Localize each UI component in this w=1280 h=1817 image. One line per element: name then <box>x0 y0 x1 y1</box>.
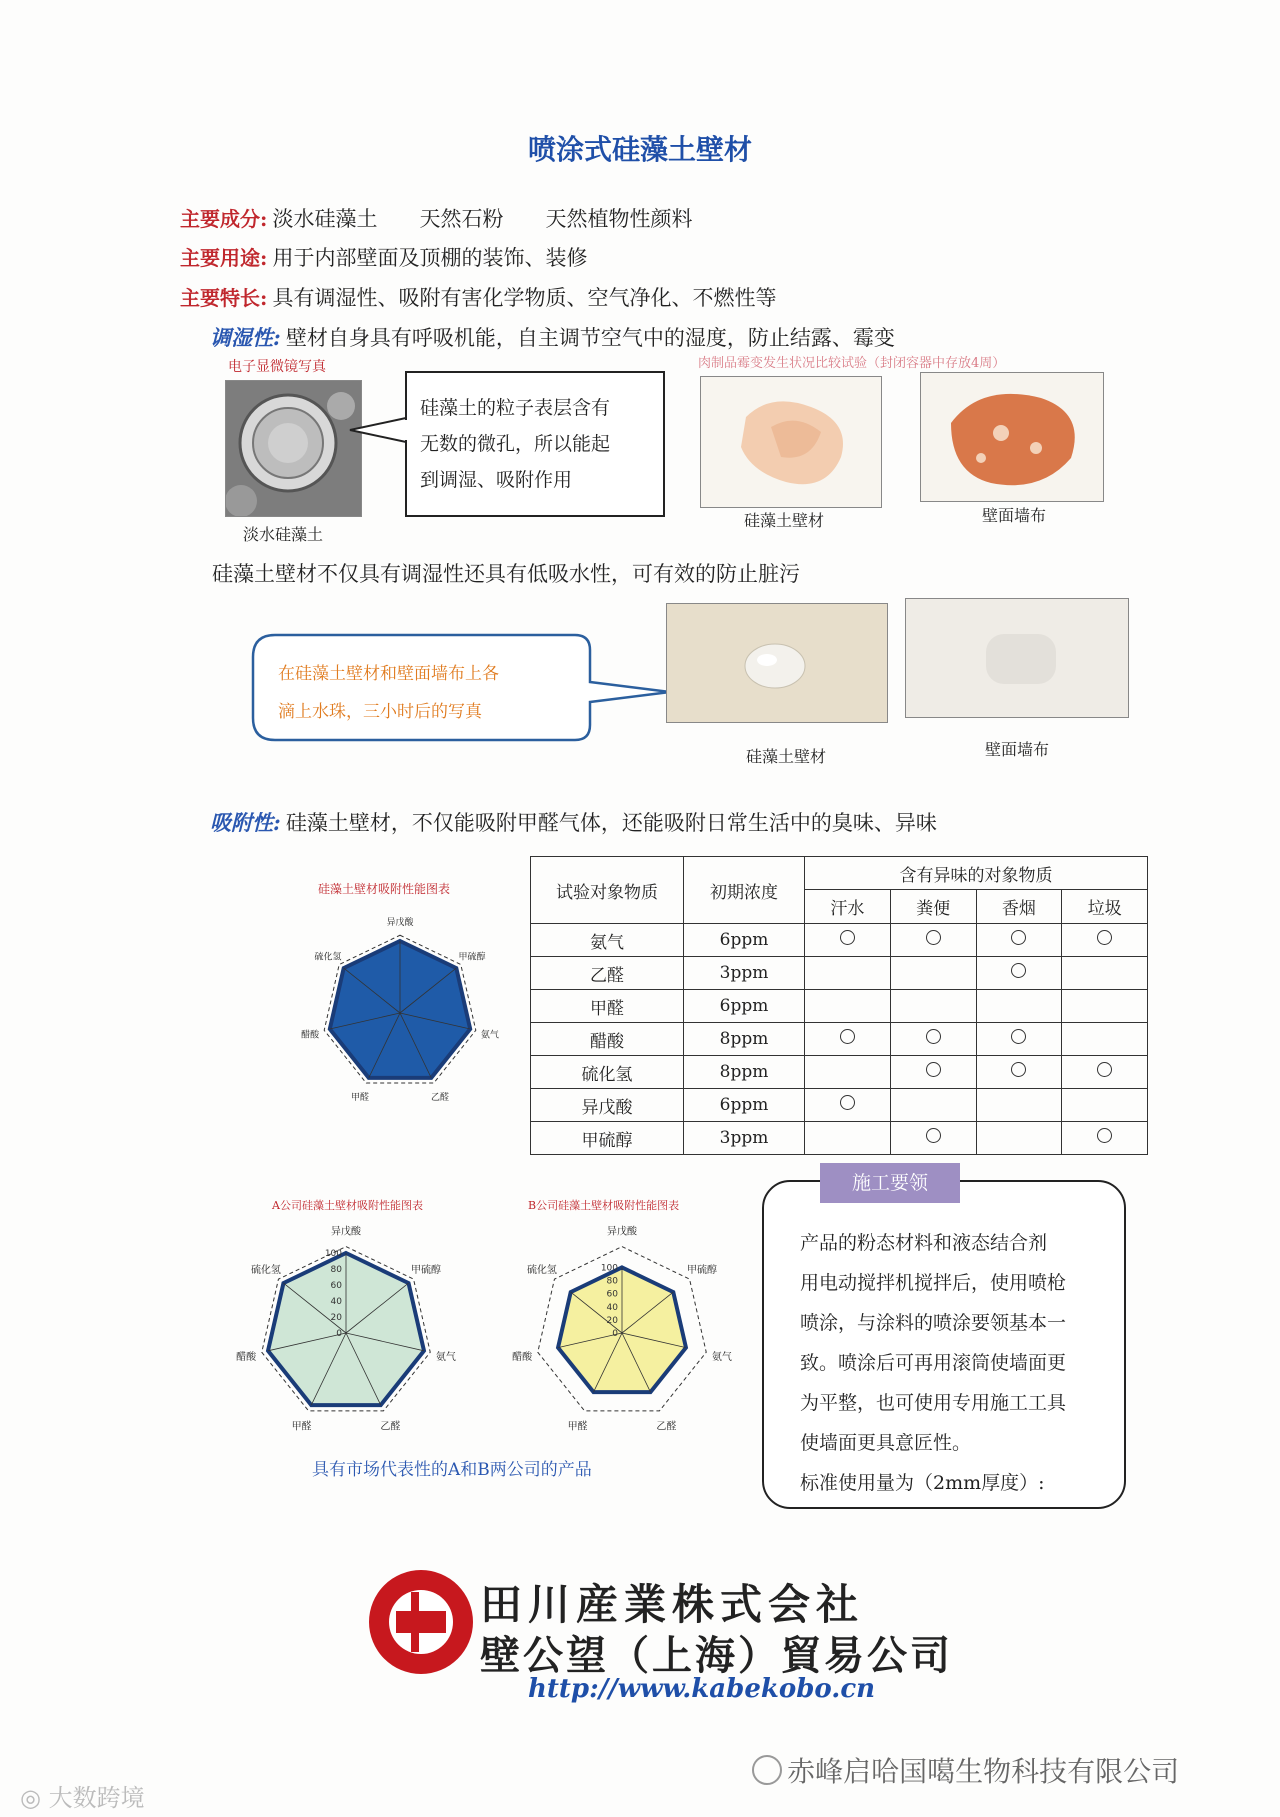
ab-caption: 具有市场代表性的A和B两公司的产品 <box>312 1460 592 1480</box>
cell-concentration: 3ppm <box>684 957 805 990</box>
header-substance: 试验对象物质 <box>531 857 684 924</box>
circle-mark-icon <box>840 1095 855 1110</box>
callout-2-text <box>278 655 499 731</box>
mold-photo-diatom <box>700 376 882 508</box>
radar-axis-label: 氨气 <box>480 1030 499 1041</box>
radar-axis-label: 硫化氢 <box>314 952 342 963</box>
moldy-meat-image <box>921 373 1103 501</box>
radar-tick-label: 80 <box>606 1276 618 1287</box>
water-caption-wallcloth: 壁面墙布 <box>985 740 1050 759</box>
cell-mark <box>805 1023 891 1056</box>
circle-mark-icon <box>1097 1128 1112 1143</box>
row-text: 淡水硅藻土 天然石粉 天然植物性颜料 <box>272 207 693 231</box>
construction-line: 使墙面更具意匠性。 <box>800 1432 972 1454</box>
circle-mark-icon <box>1011 1029 1026 1044</box>
water-drop-image <box>667 604 887 722</box>
cell-mark <box>890 1023 976 1056</box>
company-subsidiary: 壁公望（上海）貿易公司 <box>480 1632 953 1679</box>
callout-line: 到调湿、吸附作用 <box>420 469 573 491</box>
cell-mark <box>890 924 976 957</box>
radar-tick-label: 20 <box>330 1313 342 1323</box>
construction-line: 标准使用量为（2mm厚度）: <box>800 1472 1045 1494</box>
cell-substance: 乙醛 <box>531 957 684 990</box>
cell-mark <box>805 924 891 957</box>
circle-mark-icon <box>1011 930 1026 945</box>
water-resistance-line: 硅藻土壁材不仅具有调湿性还具有低吸水性，可有效的防止脏污 <box>212 562 800 586</box>
cell-mark <box>976 924 1062 957</box>
water-photo-diatom <box>666 603 888 723</box>
mold-test-title: 肉制品霉变发生状况比较试验（封闭容器中存放4周） <box>698 356 1006 371</box>
radar-axis-label: 异戊酸 <box>386 917 414 928</box>
radar-axis-label: 异戊酸 <box>331 1226 361 1238</box>
wechat-icon <box>752 1755 782 1785</box>
cell-mark <box>1062 957 1148 990</box>
cell-substance: 硫化氢 <box>531 1056 684 1089</box>
cell-mark <box>890 957 976 990</box>
row-ingredients <box>180 203 692 233</box>
circle-mark-icon <box>926 1128 941 1143</box>
cell-mark <box>805 957 891 990</box>
callout-line: 在硅藻土壁材和壁面墙布上各 <box>278 664 499 684</box>
cell-mark <box>890 1089 976 1122</box>
mold-caption-wallcloth: 壁面墙布 <box>982 506 1047 525</box>
logo-icon: ◎ <box>20 1784 41 1812</box>
row-features <box>180 282 776 312</box>
table-row <box>531 1023 1148 1056</box>
header-garbage: 垃圾 <box>1062 890 1148 924</box>
table-row <box>531 1056 1148 1089</box>
humidity-label: 调湿性: <box>210 325 281 350</box>
radar-b-title: B公司硅藻土壁材吸附性能图表 <box>528 1199 680 1212</box>
header-sweat: 汗水 <box>805 890 891 924</box>
radar-chart-b <box>500 1215 750 1445</box>
radar-tick-label: 60 <box>606 1289 618 1300</box>
humidity-line <box>210 322 895 352</box>
radar-tick-label: 100 <box>324 1249 342 1259</box>
circle-mark-icon <box>1097 930 1112 945</box>
microscope-label: 电子显微镜写真 <box>228 359 326 375</box>
adsorption-line <box>210 807 937 837</box>
cell-mark <box>805 990 891 1023</box>
circle-mark-icon <box>1011 963 1026 978</box>
row-text: 用于内部壁面及顶棚的装饰、装修 <box>272 246 588 270</box>
cell-mark <box>1062 1089 1148 1122</box>
company-url[interactable]: http://www.kabekobo.cn <box>528 1674 876 1704</box>
water-photo-wallcloth <box>905 598 1129 718</box>
watermark-left <box>20 1778 145 1813</box>
construction-text <box>800 1223 1066 1503</box>
cell-mark <box>805 1122 891 1155</box>
header-odor: 含有异味的对象物质 <box>805 857 1148 890</box>
cell-mark <box>976 1023 1062 1056</box>
radar-tick-label: 0 <box>336 1329 342 1339</box>
row-text: 具有调湿性、吸附有害化学物质、空气净化、不燃性等 <box>272 286 777 310</box>
radar-axis-label: 甲硫醇 <box>687 1265 718 1277</box>
circle-mark-icon <box>840 1029 855 1044</box>
table-row <box>531 990 1148 1023</box>
radar-axis-label: 乙醛 <box>656 1421 677 1433</box>
construction-line: 用电动搅拌机搅拌后，使用喷枪 <box>800 1272 1067 1294</box>
company-logo-icon <box>366 1567 476 1677</box>
radar-axis-label: 氨气 <box>435 1351 456 1363</box>
radar-tick-label: 80 <box>330 1265 342 1275</box>
table-row <box>531 1122 1148 1155</box>
microscope-photo <box>225 380 362 517</box>
radar-axis-label: 醋酸 <box>301 1030 320 1041</box>
cell-mark <box>976 1122 1062 1155</box>
page-title: 喷涂式硅藻土壁材 <box>527 133 752 166</box>
radar-axis-label: 乙醛 <box>430 1093 449 1104</box>
cell-mark <box>976 990 1062 1023</box>
cell-mark <box>890 1056 976 1089</box>
company-name: 田川産業株式会社 <box>480 1580 865 1629</box>
circle-mark-icon <box>1011 1062 1026 1077</box>
radar-chart-main <box>270 905 530 1115</box>
cell-mark <box>1062 990 1148 1023</box>
circle-mark-icon <box>926 1062 941 1077</box>
adsorption-table <box>530 856 1148 1155</box>
cell-concentration: 6ppm <box>684 924 805 957</box>
radar-axis-label: 硫化氢 <box>250 1265 281 1277</box>
radar-tick-label: 40 <box>606 1302 618 1313</box>
microscope-caption: 淡水硅藻土 <box>243 525 324 544</box>
adsorption-label: 吸附性: <box>210 810 281 835</box>
radar-axis-label: 乙醛 <box>380 1421 401 1433</box>
construction-line: 为平整，也可使用专用施工工具 <box>800 1392 1067 1414</box>
watermark-left-text: 大数跨境 <box>48 1784 145 1812</box>
table-row <box>531 924 1148 957</box>
cell-substance: 甲醛 <box>531 990 684 1023</box>
construction-line: 喷涂，与涂料的喷涂要领基本一 <box>800 1312 1067 1334</box>
absorbed-drop-image <box>906 599 1128 717</box>
radar-tick-label: 0 <box>612 1329 618 1339</box>
cell-mark <box>976 957 1062 990</box>
radar-axis-label: 甲醛 <box>351 1093 370 1104</box>
callout-1-text <box>420 390 610 498</box>
radar-axis-label: 甲醛 <box>567 1421 588 1433</box>
diatom-image <box>226 381 361 516</box>
radar-tick-label: 40 <box>330 1297 342 1307</box>
cell-mark <box>1062 1056 1148 1089</box>
cell-mark <box>1062 1122 1148 1155</box>
row-usage <box>180 242 587 272</box>
radar-main-title: 硅藻土壁材吸附性能图表 <box>318 882 451 896</box>
callout-line: 滴上水珠，三小时后的写真 <box>278 702 482 722</box>
radar-a-title: A公司硅藻土壁材吸附性能图表 <box>272 1199 423 1212</box>
radar-tick-label: 20 <box>606 1315 618 1326</box>
header-cigarette: 香烟 <box>976 890 1062 924</box>
cell-concentration: 6ppm <box>684 1089 805 1122</box>
radar-tick-label: 60 <box>330 1281 342 1291</box>
radar-chart-a <box>228 1215 478 1445</box>
table-body <box>531 924 1148 1155</box>
table-row <box>531 957 1148 990</box>
water-caption-diatom: 硅藻土壁材 <box>746 747 827 766</box>
watermark-right <box>752 1750 1179 1790</box>
cell-mark <box>976 1089 1062 1122</box>
cell-substance: 氨气 <box>531 924 684 957</box>
radar-axis-label: 醋酸 <box>512 1351 533 1363</box>
watermark-text: 赤峰启哈国噶生物科技有限公司 <box>787 1755 1180 1788</box>
cell-mark <box>805 1089 891 1122</box>
cell-mark <box>805 1056 891 1089</box>
table-row <box>531 1089 1148 1122</box>
cell-mark <box>890 990 976 1023</box>
radar-axis-label: 甲硫醇 <box>411 1265 442 1277</box>
circle-mark-icon <box>840 930 855 945</box>
construction-line: 致。喷涂后可再用滚筒使墙面更 <box>800 1352 1067 1374</box>
circle-mark-icon <box>926 930 941 945</box>
construction-tag: 施工要领 <box>820 1163 960 1203</box>
radar-axis-label: 硫化氢 <box>526 1265 557 1277</box>
cell-concentration: 3ppm <box>684 1122 805 1155</box>
cell-mark <box>976 1056 1062 1089</box>
radar-axis-label: 甲硫醇 <box>458 952 486 963</box>
cell-mark <box>1062 924 1148 957</box>
cell-mark <box>1062 1023 1148 1056</box>
radar-axis-label: 异戊酸 <box>607 1226 637 1238</box>
row-label: 主要用途: <box>180 246 268 270</box>
row-label: 主要特长: <box>180 286 268 310</box>
cell-substance: 甲硫醇 <box>531 1122 684 1155</box>
mold-caption-diatom: 硅藻土壁材 <box>744 511 825 530</box>
meat-sample-image <box>701 377 881 507</box>
callout-line: 硅藻土的粒子表层含有 <box>420 397 611 419</box>
mold-photo-wallcloth <box>920 372 1104 502</box>
radar-axis-label: 氨气 <box>711 1351 732 1363</box>
callout-line: 无数的微孔，所以能起 <box>420 433 611 455</box>
cell-substance: 异戊酸 <box>531 1089 684 1122</box>
adsorption-text: 硅藻土壁材，不仅能吸附甲醛气体，还能吸附日常生活中的臭味、异味 <box>285 811 937 835</box>
cell-concentration: 8ppm <box>684 1056 805 1089</box>
circle-mark-icon <box>926 1029 941 1044</box>
circle-mark-icon <box>1097 1062 1112 1077</box>
cell-mark <box>890 1122 976 1155</box>
radar-axis-label: 醋酸 <box>236 1351 257 1363</box>
row-label: 主要成分: <box>180 207 268 231</box>
header-feces: 粪便 <box>890 890 976 924</box>
construction-line: 产品的粉态材料和液态结合剂 <box>800 1232 1048 1254</box>
radar-tick-label: 100 <box>600 1263 618 1274</box>
cell-concentration: 6ppm <box>684 990 805 1023</box>
humidity-text: 壁材自身具有呼吸机能，自主调节空气中的湿度，防止结露、霉变 <box>285 326 895 350</box>
cell-concentration: 8ppm <box>684 1023 805 1056</box>
cell-substance: 醋酸 <box>531 1023 684 1056</box>
header-concentration: 初期浓度 <box>684 857 805 924</box>
radar-axis-label: 甲醛 <box>291 1421 312 1433</box>
